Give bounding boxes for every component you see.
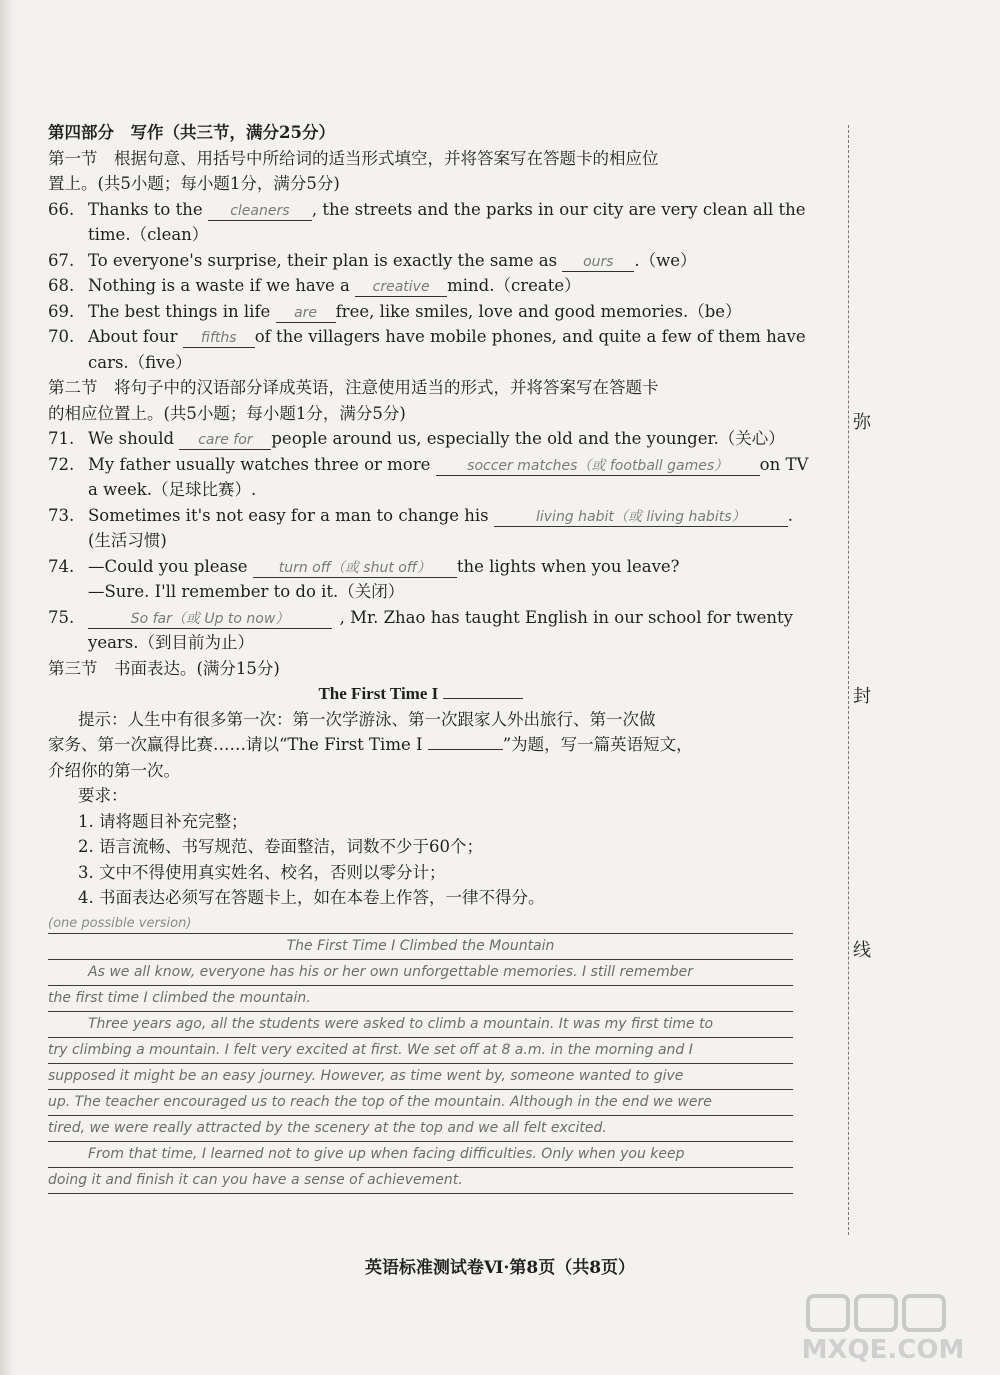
page-footer: 英语标准测试卷Ⅵ·第8页（共8页） xyxy=(364,1258,636,1278)
margin-char-xian: 线 xyxy=(853,940,871,961)
answer-75: So far（或 Up to now） xyxy=(88,610,332,629)
essay-line-7: tired, we were really attracted by the scenery at the top and we all felt excited. xyxy=(48,1116,793,1142)
part2-instruction-cont: 的相应位置上。(共5小题；每小题1分，满分5分) xyxy=(48,403,406,423)
question-67: 67. To everyone's surprise, their plan is exactly the same as ours .（we） xyxy=(48,250,697,270)
part3-instruction: 第三节 书面表达。(满分15分) xyxy=(48,658,280,678)
question-70-cont: cars.（five） xyxy=(88,352,192,372)
question-70: 70. About four fifths of the villagers have mobile phones, and quite a few of them have xyxy=(48,327,806,346)
answer-68: creative xyxy=(355,278,447,297)
question-75: 75. So far（或 Up to now） , Mr. Zhao has taught English in our school for twenty xyxy=(48,607,793,627)
scan-edge-shadow xyxy=(0,0,14,1375)
essay-title: The First Time I Climbed the Mountain xyxy=(48,933,793,960)
essay-line-9: doing it and finish it can you have a sense of achievement. xyxy=(48,1168,793,1194)
hint-line-3: 介绍你的第一次。 xyxy=(48,760,180,780)
answer-74: turn off（或 shut off） xyxy=(253,559,457,578)
watermark-text: MXQE.COM xyxy=(801,1335,965,1365)
answer-72: soccer matches（或 football games） xyxy=(436,457,760,476)
binding-dashed-line xyxy=(848,125,849,1235)
essay-line-5: supposed it might be an easy journey. However, as time went by, someone wanted to give xyxy=(48,1064,793,1090)
part1-instruction-cont: 置上。(共5小题；每小题1分，满分5分) xyxy=(48,174,340,193)
section-header: 第四部分 写作（共三节，满分25分） xyxy=(48,123,335,142)
requirement-2: 2. 语言流畅、书写规范、卷面整洁，词数不少于60个； xyxy=(78,837,483,856)
question-72: 72. My father usually watches three or more soccer matches（或 football games） on TV xyxy=(48,454,809,474)
margin-char-mi: 弥 xyxy=(853,412,871,433)
question-73-cont: (生活习惯) xyxy=(88,531,167,550)
requirement-3: 3. 文中不得使用真实姓名、校名，否则以零分计； xyxy=(78,862,446,882)
question-75-cont: years.（到目前为止） xyxy=(88,633,255,652)
question-73: 73. Sometimes it's not easy for a man to change his living habit（或 living habits） . xyxy=(48,505,793,525)
answer-73: living habit（或 living habits） xyxy=(494,508,788,527)
essay-line-8: From that time, I learned not to give up when facing difficulties. Only when you keep xyxy=(48,1142,793,1168)
part2-instruction: 第二节 将句子中的汉语部分译成英语，注意使用适当的形式，并将答案写在答题卡 xyxy=(48,378,659,397)
watermark-logo xyxy=(778,1292,988,1368)
question-72-cont: a week.（足球比赛）. xyxy=(88,480,257,499)
hint-line-1: 提示：人生中有很多第一次：第一次学游泳、第一次跟家人外出旅行、第一次做 xyxy=(78,709,656,729)
question-69: 69. The best things in life are free, like smiles, love and good memories.（be） xyxy=(48,301,742,321)
title-blank xyxy=(443,698,523,699)
answer-67: ours xyxy=(562,253,634,272)
answer-69: are xyxy=(276,304,336,323)
hint-blank xyxy=(428,749,503,750)
essay-line-3: Three years ago, all the students were asked to climb a mountain. It was my first time to xyxy=(48,1012,793,1038)
requirement-4: 4. 书面表达必须写在答题卡上，如在本卷上作答，一律不得分。 xyxy=(78,888,545,907)
answer-71: care for xyxy=(179,431,271,450)
answer-70: fifths xyxy=(183,329,255,348)
part1-instruction: 第一节 根据句意、用括号中所给词的适当形式填空，并将答案写在答题卡的相应位 xyxy=(48,148,659,168)
question-74-cont: —Sure. I'll remember to do it.（关闭） xyxy=(88,582,405,601)
question-74: 74. —Could you please turn off（或 shut off） the lights when you leave? xyxy=(48,556,680,576)
question-71: 71. We should care for people around us, especially the old and the younger.（关心） xyxy=(48,429,785,448)
essay-line-4: try climbing a mountain. I felt very excited at first. We set off at 8 a.m. in the morning and I xyxy=(48,1038,793,1064)
hint-line-2: 家务、第一次赢得比赛……请以“The First Time I ”为题，写一篇英语短文， xyxy=(48,735,693,754)
sample-label: (one possible version) xyxy=(48,915,192,931)
margin-char-feng: 封 xyxy=(853,686,871,707)
question-66: 66. Thanks to the cleaners , the streets and the parks in our city are very clean all the xyxy=(48,199,806,219)
question-66-cont: time.（clean） xyxy=(88,225,209,244)
requirement-1: 1. 请将题目补充完整； xyxy=(78,811,248,831)
essay-line-6: up. The teacher encouraged us to reach the top of the mountain. Although in the end we were xyxy=(48,1090,793,1116)
sample-essay xyxy=(48,933,793,1194)
essay-prompt-title: The First Time I xyxy=(48,681,793,707)
answer-66: cleaners xyxy=(208,202,312,221)
essay-line-1: As we all know, everyone has his or her own unforgettable memories. I still remember xyxy=(48,960,793,986)
question-68: 68. Nothing is a waste if we have a creative mind.（create） xyxy=(48,276,581,295)
requirements-label: 要求： xyxy=(78,786,128,805)
essay-line-2: the first time I climbed the mountain. xyxy=(48,986,793,1012)
writing-section xyxy=(48,120,809,1194)
